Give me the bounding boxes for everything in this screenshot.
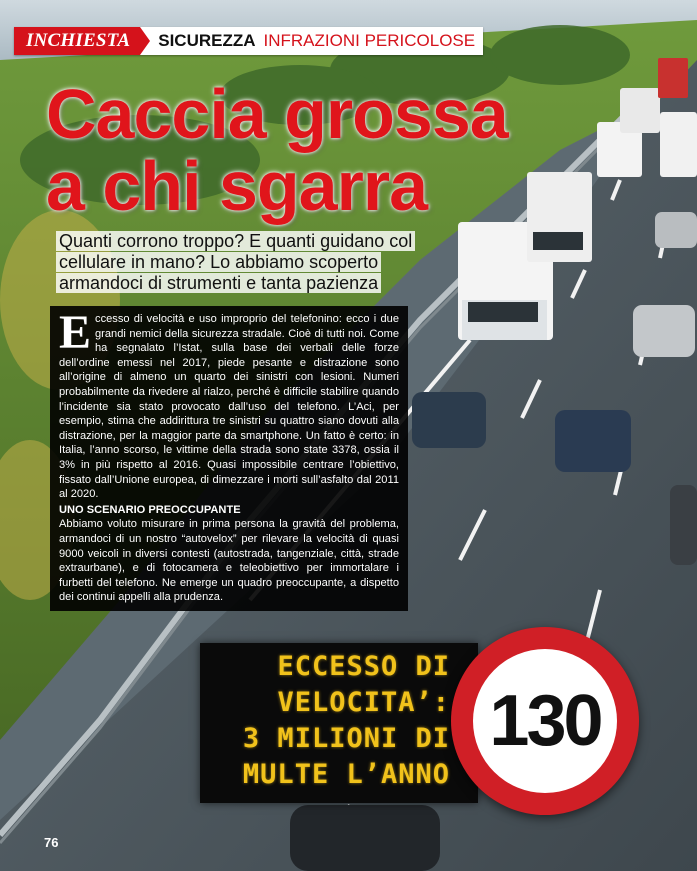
standfirst xyxy=(56,231,416,294)
body-paragraph-1-text: ccesso di velocità e uso improprio del telefonino: ecco i due grandi nemici della sicurezza stradale. Cioè di tutti noi. Come ha segnalato l’Istat, sulla base dei verbali delle forze dell’ordine emessi nel 2017, piede pesante e distrazione sono all’origine di almeno un quarto dei sinistri con lesioni. Numeri probabilmente da rivedere al rialzo, perché è difficile stabilire quando l’incidente sia stato provocato dall’uso del telefono. L’Aci, per esempio, stima che addirittura tre sinistri su quattro siano dovuti alla distrazione, per la maggior parte da smartphone. Un fatto è certo: in Italia, l’anno scorso, le vittime della strada sono state 3378, ossia il 3% in più rispetto al 2016. Quasi impossibile centrare l’obiettivo, fissato dall’Unione europea, di dimezzare i morti sull’asfalto dal 2011 al 2020. xyxy=(59,313,399,501)
section-label: SICUREZZA xyxy=(158,31,256,50)
headline xyxy=(46,75,508,225)
body-paragraph-2: Abbiamo voluto misurare in prima persona la gravità del problema, armandoci di un nostro “autovelox” per rilevare la velocità di quasi 9000 veicoli in diversi contesti (autostrada, tangenziale, città, strade extraurbane), e di fotocamera e teleobiettivo per immortalare i furbetti del telefono. Ne emerge un quadro preoccupante, a dispetto dei continui appelli alla prudenza. xyxy=(59,518,399,604)
drop-cap: E xyxy=(59,306,92,359)
topic-label: INFRAZIONI PERICOLOSE xyxy=(263,31,476,50)
callout-line-1: ECCESSO DI xyxy=(277,651,450,682)
article-body xyxy=(50,306,408,611)
speed-limit-value: 130 xyxy=(489,681,601,761)
speed-limit-sign-icon xyxy=(451,627,639,815)
callout-line-4: MULTE L’ANNO xyxy=(242,759,450,790)
body-paragraph-1 xyxy=(59,306,399,502)
section-tag xyxy=(14,27,483,55)
callout-text xyxy=(200,649,450,793)
callout-panel xyxy=(200,643,478,803)
kicker-label: INCHIESTA xyxy=(14,27,140,55)
page-number: 76 xyxy=(44,835,59,850)
speed-limit-sign-face xyxy=(473,649,617,793)
headline-line-2: a chi sgarra xyxy=(46,147,427,225)
headline-line-1: Caccia grossa xyxy=(46,75,508,153)
body-subhead: UNO SCENARIO PREOCCUPANTE xyxy=(59,503,241,516)
callout-line-2: VELOCITA’: xyxy=(277,687,450,718)
standfirst-text: Quanti corrono troppo? E quanti guidano col cellulare in mano? Lo abbiamo scoperto armandoci di strumenti e tanta pazienza xyxy=(56,231,415,293)
callout-line-3: 3 MILIONI DI xyxy=(242,723,450,754)
